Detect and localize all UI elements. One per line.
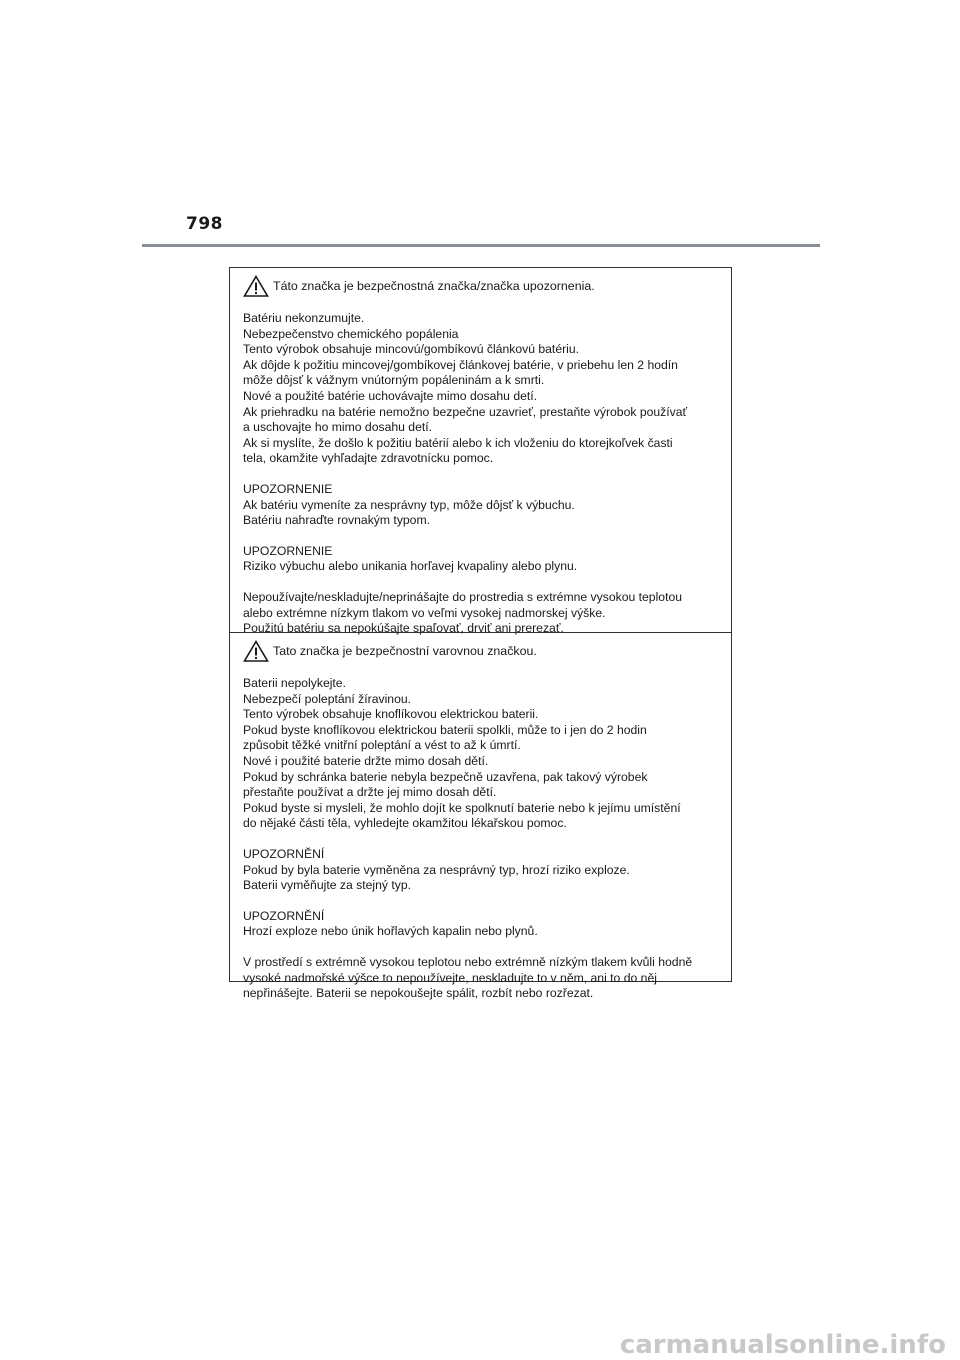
text-line: Nebezpečí poleptání žíravinou.	[243, 691, 412, 706]
text-line: UPOZORNENIE	[243, 543, 333, 558]
warning-paragraph	[243, 311, 719, 467]
text-line: Pokud byste knoflíkovou elektrickou baterii spolkli, může to i jen do 2 hodin	[243, 722, 647, 737]
page-number: 798	[186, 214, 223, 234]
warning-title: Táto značka je bezpečnostná značka/značka upozornenia.	[273, 279, 595, 293]
warning-paragraph	[243, 590, 719, 637]
text-line: do nějaké části těla, vyhledejte okamžitou lékařskou pomoc.	[243, 816, 567, 831]
text-line: Hrozí exploze nebo únik hořlavých kapalin nebo plynů.	[243, 924, 538, 939]
text-line: Baterii nepolykejte.	[243, 676, 346, 690]
text-line: Nové i použité baterie držte mimo dosah dětí.	[243, 753, 489, 768]
text-line: V prostředí s extrémně vysokou teplotou nebo extrémně nízkým tlakem kvůli hodně	[243, 954, 693, 969]
warning-body	[243, 676, 719, 1002]
text-line: UPOZORNENIE	[243, 481, 333, 496]
warning-paragraph	[243, 955, 719, 1002]
text-line: Nebezpečenstvo chemického popálenia	[243, 326, 459, 341]
warning-title: Tato značka je bezpečnostní varovnou značkou.	[273, 644, 537, 658]
text-line: Nové a použité batérie uchovávajte mimo dosahu detí.	[243, 388, 538, 403]
text-line: tela, okamžite vyhľadajte zdravotnícku pomoc.	[243, 451, 494, 466]
battery-warning-box	[229, 267, 732, 1001]
text-line: Ak priehradku na batérie nemožno bezpečne uzavrieť, prestaňte výrobok používať	[243, 404, 688, 419]
text-line: Pokud by byla baterie vyměněna za nesprávný typ, hrozí riziko exploze.	[243, 862, 630, 877]
text-line: vysoké nadmořské výšce to nepoužívejte, neskladujte to v něm, ani to do něj	[243, 970, 657, 985]
warning-title-line	[243, 272, 719, 300]
text-line: Nepoužívajte/neskladujte/neprinášajte do prostredia s extrémne vysokou teplotou	[243, 589, 683, 604]
text-line: Použitú batériu sa nepokúšajte spaľovať, drviť ani prerezať.	[243, 621, 564, 636]
warning-section-slovak	[230, 268, 731, 636]
warning-paragraph	[243, 909, 719, 940]
watermark: carmanualsonline.info	[619, 1330, 946, 1360]
warning-paragraph	[243, 847, 719, 894]
text-line: Pokud byste si mysleli, že mohlo dojít ke spolknutí baterie nebo k jejímu umístění	[243, 800, 681, 815]
warning-section-czech	[230, 633, 731, 1001]
text-line: Tento výrobok obsahuje mincovú/gombíkovú článkovú batériu.	[243, 342, 580, 357]
text-line: UPOZORNĚNÍ	[243, 846, 325, 861]
text-line: přestaňte používat a držte jej mimo dosah dětí.	[243, 785, 497, 800]
text-line: môže dôjsť k vážnym vnútorným popáleninám a k smrti.	[243, 373, 545, 388]
text-line: a uschovajte ho mimo dosahu detí.	[243, 420, 433, 435]
warning-body	[243, 311, 719, 637]
text-line: UPOZORNĚNÍ	[243, 908, 325, 923]
text-line: Pokud by schránka baterie nebyla bezpečně uzavřena, pak takový výrobek	[243, 769, 648, 784]
text-line: způsobit těžké vnitřní poleptání a vést to až k úmrtí.	[243, 738, 521, 753]
text-line: Ak batériu vymeníte za nesprávny typ, môže dôjsť k výbuchu.	[243, 497, 575, 512]
text-line: Tento výrobek obsahuje knoflíkovou elektrickou baterii.	[243, 707, 539, 722]
text-line: Baterii vyměňujte za stejný typ.	[243, 878, 411, 893]
warning-paragraph	[243, 544, 719, 575]
text-line: Riziko výbuchu alebo unikania horľavej kvapaliny alebo plynu.	[243, 559, 578, 574]
warning-paragraph	[243, 482, 719, 529]
text-line: Ak si myslíte, že došlo k požitiu batérií alebo k ich vloženiu do ktorejkoľvek časti	[243, 435, 673, 450]
text-line: Batériu nahraďte rovnakým typom.	[243, 513, 431, 528]
header-rule	[142, 244, 820, 247]
text-line: Ak dôjde k požitiu mincovej/gombíkovej článkovej batérie, v priebehu len 2 hodín	[243, 357, 678, 372]
warning-triangle-icon	[243, 275, 269, 297]
text-line: Batériu nekonzumujte.	[243, 311, 365, 325]
warning-triangle-icon	[243, 640, 269, 662]
text-line: nepřinášejte. Baterii se nepokoušejte spálit, rozbít nebo rozřezat.	[243, 986, 594, 1001]
warning-title-line	[243, 637, 719, 665]
text-line: alebo extrémne nízkym tlakom vo veľmi vysokej nadmorskej výške.	[243, 605, 606, 620]
warning-paragraph	[243, 676, 719, 832]
